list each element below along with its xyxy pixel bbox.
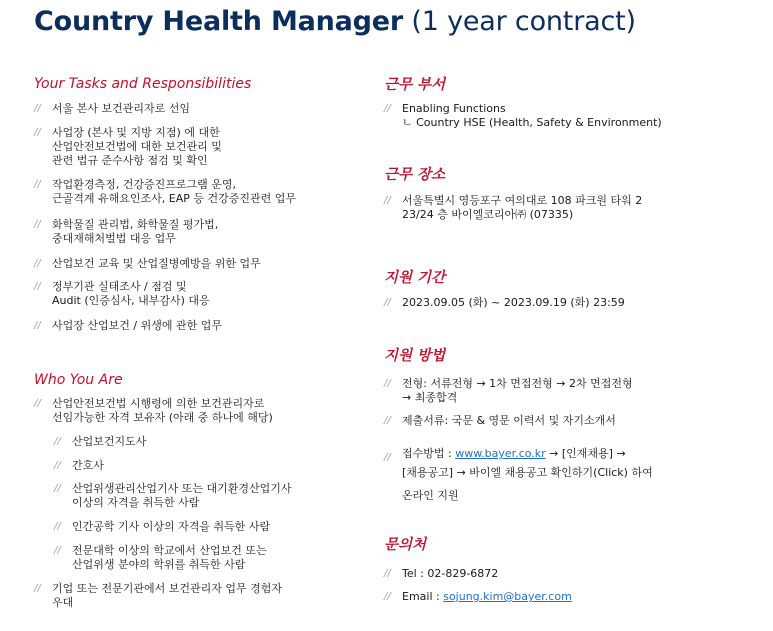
who-sub-text: 산업위생 분야의 학위를 취득한 사람 bbox=[72, 558, 246, 571]
who-sub-text: 간호사 bbox=[72, 459, 104, 472]
task-text: 관련 법규 준수사항 점검 및 확인 bbox=[52, 154, 208, 167]
bullet-icon: // bbox=[54, 460, 61, 471]
email-link[interactable]: sojung.kim@bayer.com bbox=[443, 590, 572, 603]
apply-line-3: 온라인 지원 bbox=[402, 489, 459, 502]
bullet-icon: // bbox=[34, 103, 41, 114]
task-text: 사업장 (본사 및 지방 지점) 에 대한 bbox=[52, 126, 220, 139]
bullet-icon: // bbox=[34, 219, 41, 230]
email-line bbox=[402, 590, 572, 604]
bayer-website-link[interactable]: www.bayer.co.kr bbox=[455, 447, 546, 460]
bullet-icon: // bbox=[34, 127, 41, 138]
email-prefix: Email : bbox=[402, 590, 444, 603]
who-sub-text: 산업보건지도사 bbox=[72, 435, 147, 448]
bullet-icon: // bbox=[54, 545, 61, 556]
method-text: 제출서류: 국문 & 영문 이력서 및 자기소개서 bbox=[402, 414, 616, 427]
bullet-icon: // bbox=[54, 436, 61, 447]
bullet-icon: // bbox=[34, 320, 41, 331]
bullet-icon: // bbox=[34, 583, 41, 594]
period-text: 2023.09.05 (화) ~ 2023.09.19 (화) 23:59 bbox=[402, 296, 625, 309]
bullet-icon: // bbox=[54, 521, 61, 532]
tasks-heading: Your Tasks and Responsibilities bbox=[34, 76, 252, 92]
bullet-icon: // bbox=[384, 297, 391, 308]
bullet-icon: // bbox=[384, 378, 391, 389]
bullet-icon: // bbox=[384, 415, 391, 426]
bullet-icon: // bbox=[34, 258, 41, 269]
bullet-icon: // bbox=[384, 195, 391, 206]
bullet-icon: // bbox=[34, 179, 41, 190]
bullet-icon: // bbox=[384, 568, 391, 579]
tel-text: Tel : 02-829-6872 bbox=[402, 567, 499, 580]
title-contract: (1 year contract) bbox=[411, 6, 636, 37]
dept-text: ㄴ Country HSE (Health, Safety & Environment) bbox=[402, 116, 662, 129]
apply-line-2: [채용공고] → 바이엘 채용공고 확인하기(Click) 하여 bbox=[402, 466, 653, 479]
contact-heading: 문의처 bbox=[384, 537, 427, 553]
task-text: 작업환경측정, 건강증진프로그램 운영, bbox=[52, 178, 237, 191]
apply-suffix: → [인재채용] → bbox=[545, 447, 626, 460]
bullet-icon: // bbox=[384, 591, 391, 602]
who-text: 산업안전보건법 시행령에 의한 보건관리자로 bbox=[52, 397, 265, 410]
who-heading: Who You Are bbox=[34, 372, 123, 388]
period-heading: 지원 기간 bbox=[384, 270, 446, 286]
task-text: 근골격계 유해요인조사, EAP 등 건강증진관련 업무 bbox=[52, 192, 296, 205]
task-text: 화학물질 관리법, 화학물질 평가법, bbox=[52, 218, 219, 231]
who-sub-text: 인간공학 기사 이상의 자격을 취득한 사람 bbox=[72, 520, 271, 533]
task-text: 산업보건 교육 및 산업질병예방을 위한 업무 bbox=[52, 257, 261, 270]
who-sub-text: 전문대학 이상의 학교에서 산업보건 또는 bbox=[72, 544, 267, 557]
bullet-icon: // bbox=[384, 103, 391, 114]
task-text: Audit (인증심사, 내부감사) 대응 bbox=[52, 294, 210, 307]
who-text: 선임가능한 자격 보유자 (아래 중 하나에 해당) bbox=[52, 411, 273, 424]
location-text: 서울특별시 영등포구 여의대로 108 파크원 타워 2 bbox=[402, 194, 643, 207]
task-text: 사업장 산업보건 / 위생에 관한 업무 bbox=[52, 319, 222, 332]
who-sub-text: 산업위생관리산업기사 또는 대기환경산업기사 bbox=[72, 482, 292, 495]
location-text: 23/24 층 바이엘코리아㈜ (07335) bbox=[402, 208, 574, 221]
dept-text: Enabling Functions bbox=[402, 102, 506, 115]
bullet-icon: // bbox=[34, 398, 41, 409]
task-text: 산업안전보건법에 대한 보건관리 및 bbox=[52, 140, 222, 153]
task-text: 정부기관 실태조사 / 점검 및 bbox=[52, 280, 187, 293]
apply-prefix: 접수방법 : bbox=[402, 447, 456, 460]
page-title bbox=[34, 6, 636, 37]
method-text: → 최종합격 bbox=[402, 391, 458, 404]
bullet-icon: // bbox=[54, 483, 61, 494]
location-heading: 근무 장소 bbox=[384, 167, 446, 183]
bullet-icon: // bbox=[34, 281, 41, 292]
who-text: 기업 또는 전문기관에서 보건관리자 업무 경험자 bbox=[52, 582, 283, 595]
method-text: 전형: 서류전형 → 1차 면접전형 → 2차 면접전형 bbox=[402, 377, 633, 390]
bullet-icon: // bbox=[384, 452, 391, 463]
who-text: 우대 bbox=[52, 596, 74, 609]
dept-heading: 근무 부서 bbox=[384, 77, 446, 93]
who-sub-text: 이상의 자격을 취득한 사람 bbox=[72, 496, 200, 509]
task-text: 서울 본사 보건관리자로 선임 bbox=[52, 102, 191, 115]
title-main: Country Health Manager bbox=[34, 6, 404, 37]
task-text: 중대재해처벌법 대응 업무 bbox=[52, 232, 176, 245]
method-heading: 지원 방법 bbox=[384, 348, 446, 364]
